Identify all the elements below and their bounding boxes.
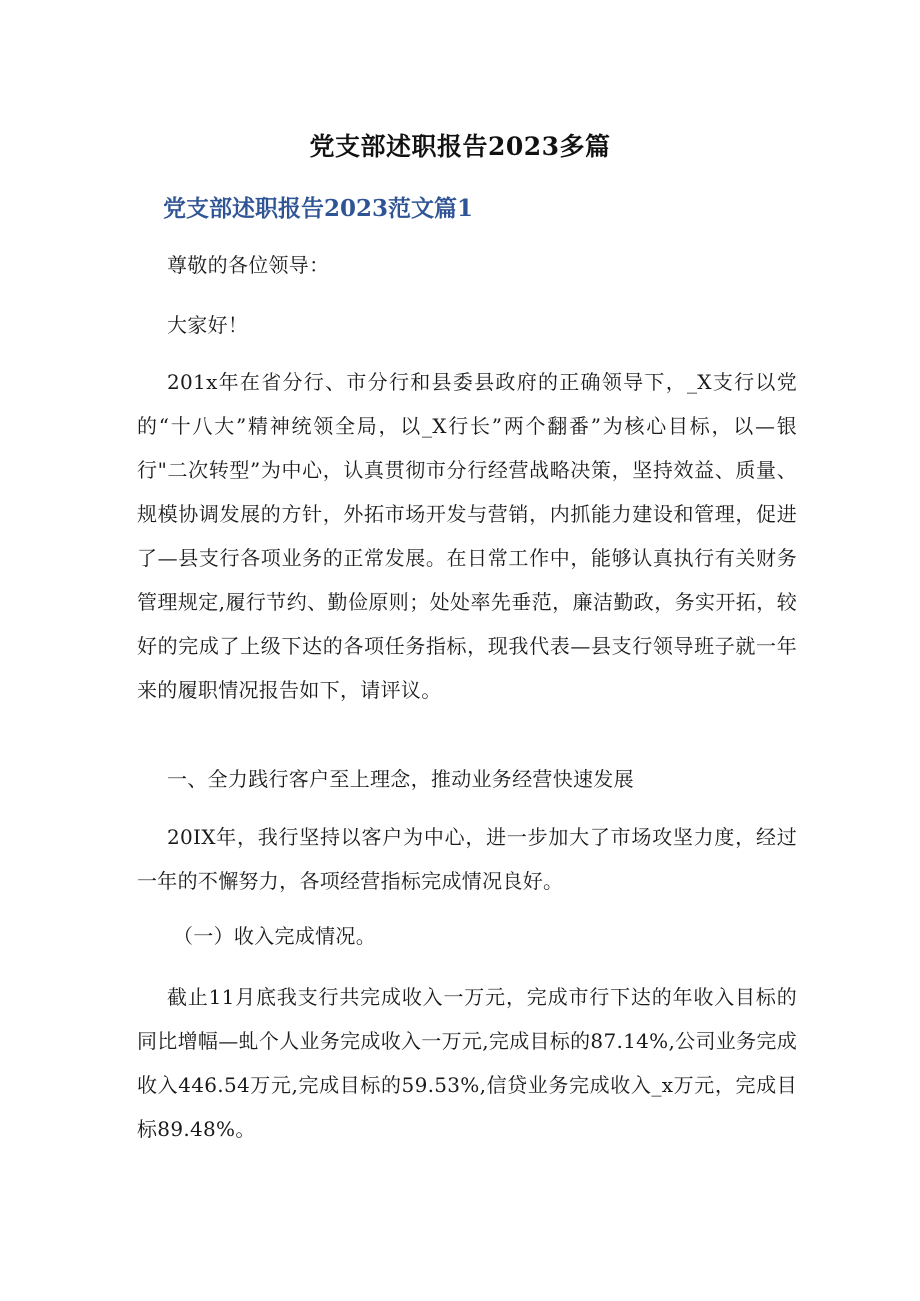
body-paragraph-3: 截止11月底我支行共完成收入一万元，完成市行下达的年收入目标的同比增幅—虬个人业务完成收入一万元,完成目标的87.14%,公司业务完成收入446.54万元,完成目标的59.53%,信贷业务完成收入_x万元，完成目标89.48%。: [137, 985, 797, 1141]
heading-1: 一、全力践行客户至上理念，推动业务经营快速发展: [167, 767, 634, 791]
section-heading: 党支部述职报告2023范文篇1: [163, 195, 474, 222]
greeting: 大家好！: [167, 313, 249, 337]
document-title: 党支部述职报告2023多篇: [309, 132, 611, 161]
salutation: 尊敬的各位领导：: [167, 253, 330, 277]
body-paragraph-2: 20IX年，我行坚持以客户为中心，进一步加大了市场攻坚力度，经过一年的不懈努力，各项经营指标完成情况良好。: [137, 825, 797, 893]
subheading-1: （一）收入完成情况。: [173, 924, 376, 948]
body-paragraph-1: 201x年在省分行、市分行和县委县政府的正确领导下，_X支行以党的“十八大”精神统领全局，以_X行长”两个翻番”为核心目标，以—银行"二次转型”为中心，认真贯彻市分行经营战略决策，坚持效益、质量、规模协调发展的方针，外拓市场开发与营销，内抓能力建设和管理，促进了—县支行各项业务的正常发展。在日常工作中，能够认真执行有关财务管理规定,履行节约、勤俭原则；处处率先垂范，廉洁勤政，务实开拓，较好的完成了上级下达的各项任务指标，现我代表—县支行领导班子就一年来的履职情况报告如下，请评议。: [137, 370, 797, 702]
